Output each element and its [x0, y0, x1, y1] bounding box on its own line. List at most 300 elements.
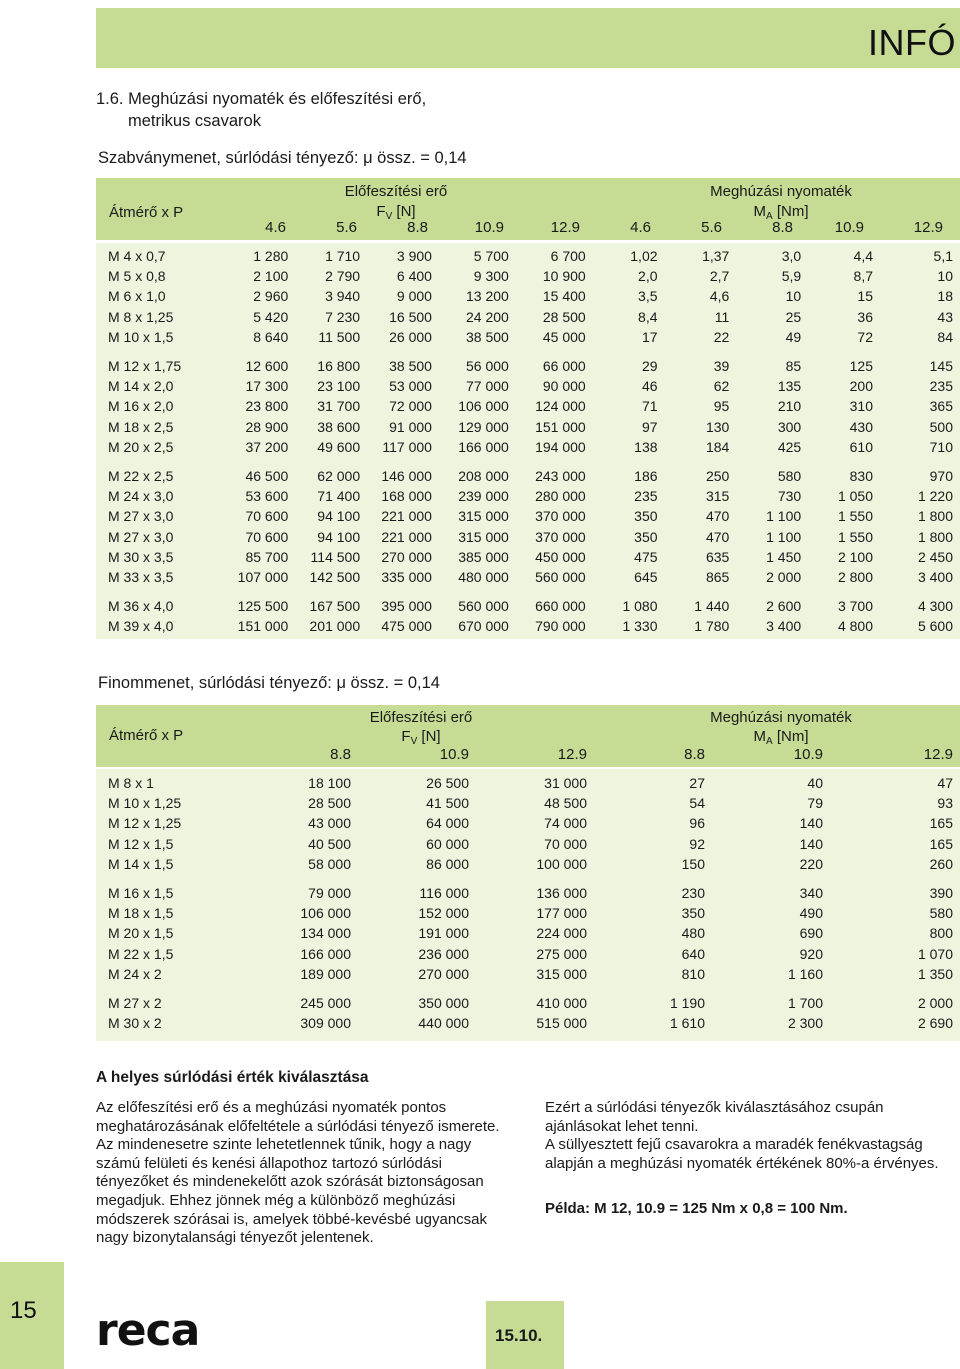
row-size-cell: M 4 x 0,7	[108, 248, 166, 264]
table-row	[96, 417, 960, 437]
value-cell: 245 000	[300, 995, 351, 1012]
value-cell: 48 500	[544, 795, 587, 812]
value-cell: 645	[634, 569, 658, 586]
table-row	[96, 437, 960, 457]
value-cell: 91 000	[389, 418, 432, 435]
value-cell: 1 070	[917, 945, 953, 962]
value-cell: 4,4	[853, 248, 873, 264]
value-cell: 70 600	[245, 508, 289, 525]
row-size-cell: M 20 x 1,5	[108, 925, 174, 942]
fine-group1-title: Előfeszítési erő	[369, 709, 473, 726]
page-number: 15	[10, 1297, 37, 1324]
value-cell: 71 400	[317, 488, 361, 505]
value-cell: 40	[807, 775, 823, 791]
help-right-text-1: Ezért a súrlódási tényezők kiválasztásához csupán ajánlásokat lehet tenni.	[545, 1099, 884, 1135]
table-row	[96, 396, 960, 416]
value-cell: 480	[681, 925, 705, 942]
value-cell: 66 000	[542, 358, 586, 375]
value-cell: 92	[689, 835, 705, 852]
help-title: A helyes súrlódási érték kiválasztása	[96, 1069, 369, 1086]
value-cell: 116 000	[419, 885, 469, 902]
value-cell: 96	[689, 815, 705, 832]
value-cell: 106 000	[300, 905, 351, 922]
coarse-size-label: Átmérő x P	[109, 204, 184, 221]
table-row	[96, 547, 960, 567]
value-cell: 1 080	[622, 598, 658, 615]
value-cell: 124 000	[535, 398, 586, 415]
table-row	[96, 327, 960, 347]
value-cell: 41 500	[426, 795, 469, 812]
row-size-cell: M 33 x 3,5	[108, 569, 174, 586]
value-cell: 480 000	[458, 569, 509, 586]
value-cell: 6 400	[396, 268, 432, 285]
table-row	[96, 506, 960, 526]
row-size-cell: M 16 x 1,5	[108, 885, 174, 902]
value-cell: 72 000	[389, 398, 432, 415]
table-row	[96, 246, 960, 266]
value-cell: 94 100	[317, 528, 361, 545]
row-size-cell: M 8 x 1,25	[108, 308, 174, 325]
coarse-table-header	[96, 178, 960, 240]
value-cell: 17	[641, 328, 658, 345]
value-cell: 54	[689, 795, 705, 812]
value-cell: 186	[634, 468, 658, 485]
value-cell: 79	[807, 795, 823, 812]
table-row	[96, 854, 960, 874]
value-cell: 31 700	[317, 398, 361, 415]
value-cell: 635	[705, 548, 730, 565]
value-cell: 72	[857, 328, 873, 345]
value-cell: 1 550	[837, 508, 873, 525]
grade-label: 10.9	[474, 219, 504, 236]
value-cell: 425	[777, 438, 802, 455]
value-cell: 4 300	[917, 598, 953, 615]
value-cell: 221 000	[381, 508, 432, 525]
value-cell: 410 000	[536, 995, 587, 1012]
value-cell: 107 000	[237, 569, 289, 586]
grade-label: 5.6	[701, 219, 722, 236]
value-cell: 810	[681, 965, 705, 982]
value-cell: 86 000	[426, 855, 469, 872]
table-row	[96, 834, 960, 854]
value-cell: 239 000	[458, 488, 509, 505]
value-cell: 4 800	[837, 618, 873, 635]
section-title-line1: 1.6. Meghúzási nyomaték és előfeszítési erő,	[96, 90, 427, 108]
value-cell: 1 450	[766, 548, 802, 565]
value-cell: 395 000	[381, 598, 432, 615]
grade-label: 5.6	[336, 219, 357, 236]
reca-logo: reca	[96, 1305, 200, 1356]
value-cell: 151 000	[237, 618, 289, 635]
value-cell: 152 000	[418, 905, 469, 922]
value-cell: 315 000	[458, 508, 509, 525]
row-size-cell: M 12 x 1,5	[108, 835, 174, 852]
value-cell: 300	[777, 418, 802, 435]
table-row	[96, 923, 960, 943]
value-cell: 16 500	[389, 308, 432, 325]
value-cell: 166 000	[300, 945, 351, 962]
value-cell: 15	[857, 288, 873, 305]
value-cell: 194 000	[535, 438, 586, 455]
row-size-cell: M 14 x 1,5	[108, 855, 174, 872]
value-cell: 39	[713, 358, 730, 375]
grade-label: 4.6	[265, 219, 286, 236]
value-cell: 23 800	[245, 398, 289, 415]
value-cell: 1 160	[787, 965, 823, 982]
table-row	[96, 1013, 960, 1033]
value-cell: 43 000	[308, 815, 351, 832]
value-cell: 1 050	[837, 488, 873, 505]
value-cell: 37 200	[245, 438, 289, 455]
value-cell: 25	[785, 308, 802, 325]
value-cell: 243 000	[535, 468, 586, 485]
value-cell: 12 600	[245, 358, 289, 375]
value-cell: 93	[937, 795, 953, 812]
value-cell: 920	[799, 945, 823, 962]
row-size-cell: M 24 x 3,0	[108, 488, 174, 505]
value-cell: 560 000	[535, 569, 586, 586]
value-cell: 64 000	[426, 815, 469, 832]
value-cell: 430	[849, 418, 873, 435]
value-cell: 2 960	[253, 288, 289, 305]
value-cell: 49	[785, 328, 802, 345]
value-cell: 43	[937, 308, 953, 325]
value-cell: 470	[705, 528, 730, 545]
value-cell: 6 700	[550, 248, 586, 264]
value-cell: 62	[713, 378, 730, 395]
value-cell: 70 600	[245, 528, 289, 545]
coarse-table-subtitle: Szabványmenet, súrlódási tényező: μ össz. = 0,14	[98, 149, 467, 167]
value-cell: 140	[799, 815, 823, 832]
value-cell: 200	[849, 378, 873, 395]
value-cell: 95	[713, 398, 730, 415]
coarse-group1-title: Előfeszítési erő	[344, 183, 448, 200]
value-cell: 125	[849, 358, 873, 375]
grade-label: 8.8	[684, 746, 705, 763]
fine-group2-unit: $M_A$ [Nm]	[753, 728, 809, 747]
row-size-cell: M 20 x 2,5	[108, 438, 174, 455]
value-cell: 11 500	[318, 328, 361, 345]
value-cell: 5 420	[253, 308, 289, 325]
value-cell: 2 800	[837, 569, 873, 586]
value-cell: 130	[705, 418, 730, 435]
value-cell: 370 000	[535, 508, 586, 525]
row-size-cell: M 12 x 1,25	[108, 815, 182, 832]
group-spacer	[96, 984, 960, 993]
grade-label: 4.6	[630, 219, 651, 236]
value-cell: 1 220	[917, 488, 953, 505]
value-cell: 350	[634, 528, 658, 545]
table-row	[96, 813, 960, 833]
value-cell: 26 000	[389, 328, 432, 345]
value-cell: 275 000	[536, 945, 587, 962]
value-cell: 13 200	[465, 288, 509, 305]
value-cell: 340	[799, 885, 823, 902]
value-cell: 350	[634, 508, 658, 525]
value-cell: 165	[929, 835, 953, 852]
row-size-cell: M 36 x 4,0	[108, 598, 174, 615]
value-cell: 1 710	[325, 248, 361, 264]
fine-size-label: Átmérő x P	[109, 727, 184, 744]
value-cell: 45 000	[542, 328, 586, 345]
value-cell: 670 000	[458, 618, 509, 635]
value-cell: 85	[785, 358, 802, 375]
grade-label: 12.9	[557, 746, 587, 763]
value-cell: 3 940	[325, 288, 361, 305]
value-cell: 125 500	[237, 598, 289, 615]
value-cell: 24 200	[465, 308, 509, 325]
table-row	[96, 944, 960, 964]
value-cell: 2 450	[917, 548, 953, 565]
grade-label: 10.9	[439, 746, 469, 763]
table-row	[96, 286, 960, 306]
value-cell: 5,9	[781, 268, 802, 285]
value-cell: 800	[929, 925, 953, 942]
row-size-cell: M 24 x 2	[108, 965, 162, 982]
table-row	[96, 527, 960, 547]
value-cell: 38 600	[317, 418, 361, 435]
value-cell: 3,0	[781, 248, 802, 264]
value-cell: 3 700	[837, 598, 873, 615]
value-cell: 515 000	[536, 1015, 587, 1032]
value-cell: 270 000	[381, 548, 432, 565]
row-size-cell: M 27 x 3,0	[108, 528, 174, 545]
value-cell: 315 000	[536, 965, 587, 982]
value-cell: 1 780	[694, 618, 730, 635]
value-cell: 29	[641, 358, 658, 375]
value-cell: 106 000	[458, 398, 509, 415]
value-cell: 40 500	[308, 835, 351, 852]
value-cell: 16 800	[317, 358, 361, 375]
value-cell: 28 500	[542, 308, 586, 325]
group-spacer	[96, 587, 960, 596]
value-cell: 53 000	[389, 378, 432, 395]
row-size-cell: M 5 x 0,8	[108, 268, 166, 285]
group-spacer	[96, 457, 960, 466]
value-cell: 236 000	[418, 945, 469, 962]
value-cell: 140	[799, 835, 823, 852]
value-cell: 177 000	[536, 905, 587, 922]
value-cell: 84	[937, 328, 953, 345]
value-cell: 370 000	[535, 528, 586, 545]
section-title-line2: metrikus csavarok	[128, 112, 261, 130]
value-cell: 475 000	[381, 618, 432, 635]
value-cell: 56 000	[465, 358, 509, 375]
value-cell: 580	[777, 468, 802, 485]
value-cell: 309 000	[300, 1015, 351, 1032]
value-cell: 2,7	[709, 268, 730, 285]
value-cell: 2 000	[766, 569, 802, 586]
table-row	[96, 964, 960, 984]
value-cell: 390	[929, 885, 953, 902]
grade-label: 8.8	[407, 219, 428, 236]
value-cell: 490	[799, 905, 823, 922]
row-size-cell: M 27 x 3,0	[108, 508, 174, 525]
table-row	[96, 883, 960, 903]
value-cell: 385 000	[458, 548, 509, 565]
value-cell: 5 700	[473, 248, 509, 264]
value-cell: 580	[929, 905, 953, 922]
value-cell: 640	[681, 945, 705, 962]
value-cell: 10 900	[542, 268, 586, 285]
table-row	[96, 567, 960, 587]
value-cell: 1 100	[766, 508, 802, 525]
value-cell: 365	[929, 398, 953, 415]
value-cell: 74 000	[544, 815, 587, 832]
value-cell: 38 500	[389, 358, 432, 375]
table-row	[96, 993, 960, 1013]
value-cell: 60 000	[426, 835, 469, 852]
value-cell: 136 000	[536, 885, 587, 902]
value-cell: 138	[634, 438, 658, 455]
value-cell: 235	[929, 378, 953, 395]
value-cell: 1 700	[787, 995, 823, 1012]
value-cell: 168 000	[381, 488, 432, 505]
value-cell: 22	[713, 328, 730, 345]
fine-group2-title: Meghúzási nyomaték	[710, 709, 852, 726]
value-cell: 310	[849, 398, 873, 415]
value-cell: 2,0	[638, 268, 658, 285]
value-cell: 270 000	[418, 965, 469, 982]
value-cell: 208 000	[458, 468, 509, 485]
value-cell: 610	[849, 438, 873, 455]
fine-table-header	[96, 705, 960, 767]
value-cell: 220	[799, 855, 823, 872]
value-cell: 8,7	[853, 268, 873, 285]
value-cell: 150	[681, 855, 705, 872]
value-cell: 53 600	[245, 488, 289, 505]
value-cell: 142 500	[309, 569, 361, 586]
value-cell: 10	[937, 268, 953, 285]
table-row	[96, 486, 960, 506]
value-cell: 36	[857, 308, 873, 325]
grade-label: 8.8	[330, 746, 351, 763]
value-cell: 5 600	[917, 618, 953, 635]
grade-label: 12.9	[550, 219, 580, 236]
value-cell: 58 000	[308, 855, 351, 872]
help-right-paragraph	[545, 1099, 945, 1173]
value-cell: 2 790	[325, 268, 361, 285]
value-cell: 830	[849, 468, 873, 485]
value-cell: 1 350	[917, 965, 953, 982]
row-size-cell: M 14 x 2,0	[108, 378, 174, 395]
coarse-group2-unit: $M_A$ [Nm]	[753, 203, 809, 222]
value-cell: 26 500	[426, 775, 469, 791]
value-cell: 46 500	[245, 468, 289, 485]
coarse-group2-title: Meghúzási nyomaték	[710, 183, 852, 200]
fine-group1-unit: $F_V$ [N]	[401, 728, 441, 747]
value-cell: 10	[785, 288, 802, 305]
value-cell: 129 000	[458, 418, 509, 435]
value-cell: 315 000	[458, 528, 509, 545]
value-cell: 1 190	[669, 995, 705, 1012]
group-spacer	[96, 874, 960, 883]
value-cell: 350	[681, 905, 705, 922]
page-header-title: INFÓ	[868, 22, 956, 63]
value-cell: 470	[705, 508, 730, 525]
row-size-cell: M 12 x 1,75	[108, 358, 182, 375]
value-cell: 350 000	[418, 995, 469, 1012]
row-size-cell: M 18 x 1,5	[108, 905, 174, 922]
value-cell: 8,4	[638, 308, 658, 325]
grade-label: 10.9	[793, 746, 823, 763]
value-cell: 1 800	[917, 508, 953, 525]
value-cell: 3 400	[766, 618, 802, 635]
row-size-cell: M 39 x 4,0	[108, 618, 174, 635]
table-row	[96, 266, 960, 286]
grade-label: 12.9	[923, 746, 953, 763]
value-cell: 151 000	[535, 418, 586, 435]
table-row	[96, 793, 960, 813]
value-cell: 710	[929, 438, 953, 455]
grade-label: 8.8	[772, 219, 793, 236]
coarse-table	[96, 246, 960, 637]
value-cell: 2 300	[787, 1015, 823, 1032]
value-cell: 70 000	[544, 835, 587, 852]
value-cell: 1 280	[253, 248, 289, 264]
value-cell: 8 640	[253, 328, 289, 345]
value-cell: 224 000	[536, 925, 587, 942]
value-cell: 221 000	[381, 528, 432, 545]
table-row	[96, 307, 960, 327]
value-cell: 49 600	[317, 438, 361, 455]
value-cell: 18 100	[308, 775, 351, 791]
value-cell: 2 690	[917, 1015, 953, 1032]
value-cell: 1 550	[837, 528, 873, 545]
value-cell: 38 500	[465, 328, 509, 345]
help-right-text-2: A süllyesztett fejű csavarokra a maradék fenékvastagság alapján a meghúzási nyomaték értékének 80%-a érvényes.	[545, 1136, 939, 1172]
value-cell: 77 000	[465, 378, 509, 395]
row-size-cell: M 22 x 2,5	[108, 468, 174, 485]
value-cell: 2 100	[837, 548, 873, 565]
fine-table-subtitle: Finommenet, súrlódási tényező: μ össz. = 0,14	[98, 674, 440, 692]
value-cell: 440 000	[418, 1015, 469, 1032]
value-cell: 260	[929, 855, 953, 872]
value-cell: 90 000	[542, 378, 586, 395]
row-size-cell: M 18 x 2,5	[108, 418, 174, 435]
row-size-cell: M 8 x 1	[108, 775, 154, 791]
value-cell: 970	[929, 468, 953, 485]
value-cell: 1 330	[622, 618, 658, 635]
grade-label: 12.9	[913, 219, 943, 236]
value-cell: 1 100	[766, 528, 802, 545]
value-cell: 134 000	[300, 925, 351, 942]
value-cell: 2 600	[766, 598, 802, 615]
coarse-group1-unit: $F_V$ [N]	[376, 203, 416, 222]
value-cell: 135	[777, 378, 802, 395]
edition-date: 15.10.	[495, 1326, 543, 1345]
value-cell: 7 230	[325, 308, 361, 325]
value-cell: 9 000	[396, 288, 432, 305]
value-cell: 189 000	[300, 965, 351, 982]
value-cell: 280 000	[535, 488, 586, 505]
value-cell: 27	[689, 775, 705, 791]
value-cell: 230	[681, 885, 705, 902]
value-cell: 3,5	[638, 288, 658, 305]
value-cell: 201 000	[309, 618, 361, 635]
value-cell: 235	[634, 488, 658, 505]
value-cell: 560 000	[458, 598, 509, 615]
value-cell: 145	[929, 358, 953, 375]
row-size-cell: M 30 x 3,5	[108, 548, 174, 565]
value-cell: 18	[937, 288, 953, 305]
value-cell: 4,6	[709, 288, 730, 305]
row-size-cell: M 22 x 1,5	[108, 945, 174, 962]
value-cell: 167 500	[309, 598, 361, 615]
value-cell: 191 000	[418, 925, 469, 942]
row-size-cell: M 10 x 1,25	[108, 795, 182, 812]
value-cell: 117 000	[382, 438, 432, 455]
